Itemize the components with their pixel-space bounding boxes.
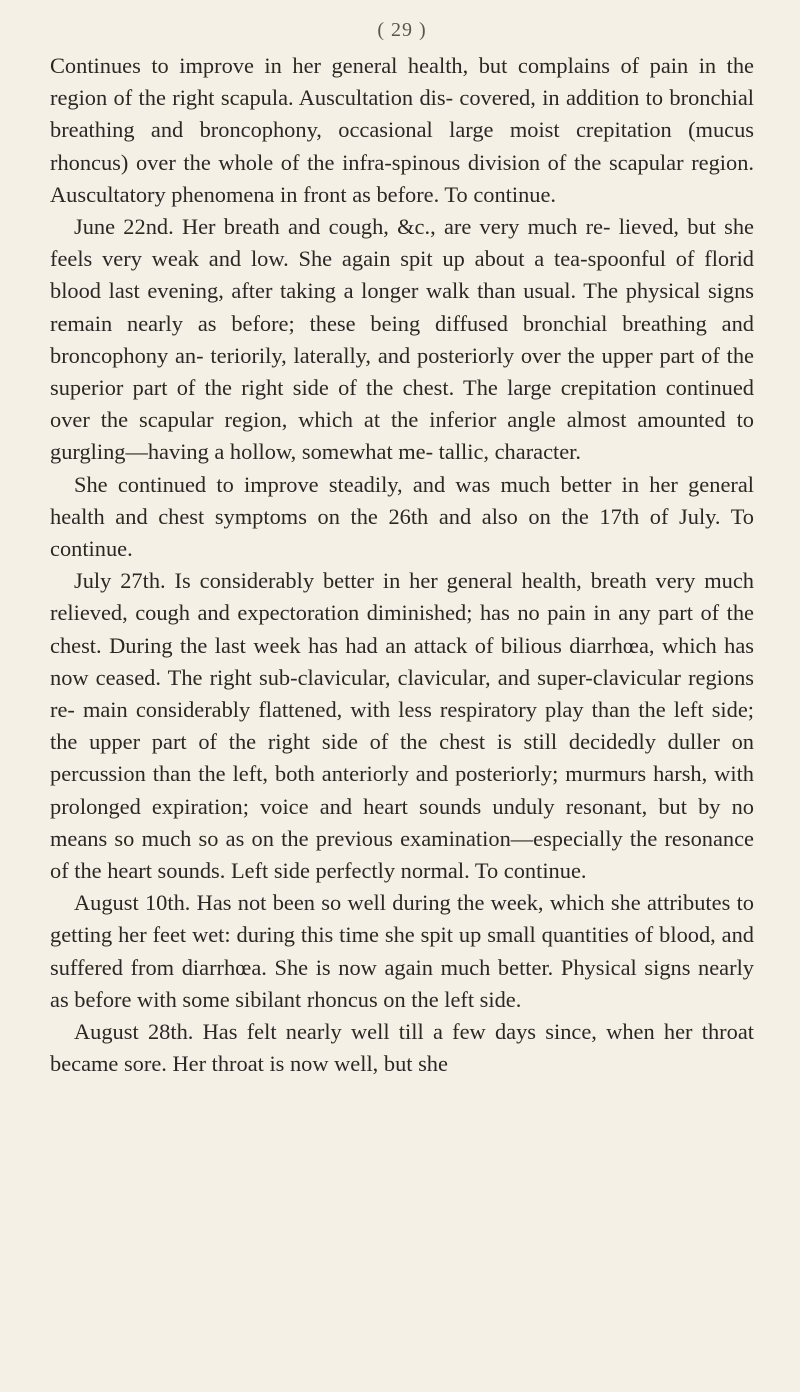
paragraph-august-10: August 10th. Has not been so well during the week, which she attributes to getting her feet wet: during this time she spit up small quantities of blood, and suffered from diarrhœa. She is now again much better. Physical signs nearly as before with some sibilant rhoncus on the left side.: [50, 890, 754, 1012]
body-text: [50, 50, 754, 1081]
page-number: ( 29 ): [377, 19, 427, 41]
paragraph-july-27: July 27th. Is considerably better in her general health, breath very much relieved, cough and expectoration diminished; has no pain in any part of the chest. During the last week has had an attack of bilious diarrhœa, which has now ceased. The right sub-clavicular, clavicular, and super-clavicular regions re- main considerably flattened, with less respiratory play than the left side; the upper part of the right side of the chest is still decidedly duller on percussion than the left, both anteriorly and posteriorly; murmurs harsh, with prolonged expiration; voice and heart sounds unduly resonant, but by no means so much so as on the previous examination—especially the resonance of the heart sounds. Left side perfectly normal. To continue.: [50, 568, 754, 884]
paragraph-june-22: June 22nd. Her breath and cough, &c., are very much re- lieved, but she feels very weak and low. She again spit up about a tea-spoonful of florid blood last evening, after taking a longer walk than usual. The physical signs remain nearly as before; these being diffused bronchial breathing and broncophony an- teriorily, laterally, and posteriorly over the upper part of the superior part of the right side of the chest. The large crepitation continued over the scapular region, which at the inferior angle almost amounted to gurgling—having a hollow, somewhat me- tallic, character.: [50, 214, 754, 465]
paragraph-august-28: August 28th. Has felt nearly well till a few days since, when her throat became sore. Her throat is now well, but she: [50, 1019, 754, 1077]
paragraph-improve-steadily: She continued to improve steadily, and was much better in her general health and chest symptoms on the 26th and also on the 17th of July. To continue.: [50, 471, 754, 562]
paragraph-continuation: Continues to improve in her general health, but complains of pain in the region of the right scapula. Auscultation dis- covered, in addition to bronchial breathing and broncophony, occasional large moist crepitation (mucus rhoncus) over the whole of the infra-spinous division of the scapular region. Auscultatory phenomena in front as before. To continue.: [50, 53, 754, 207]
